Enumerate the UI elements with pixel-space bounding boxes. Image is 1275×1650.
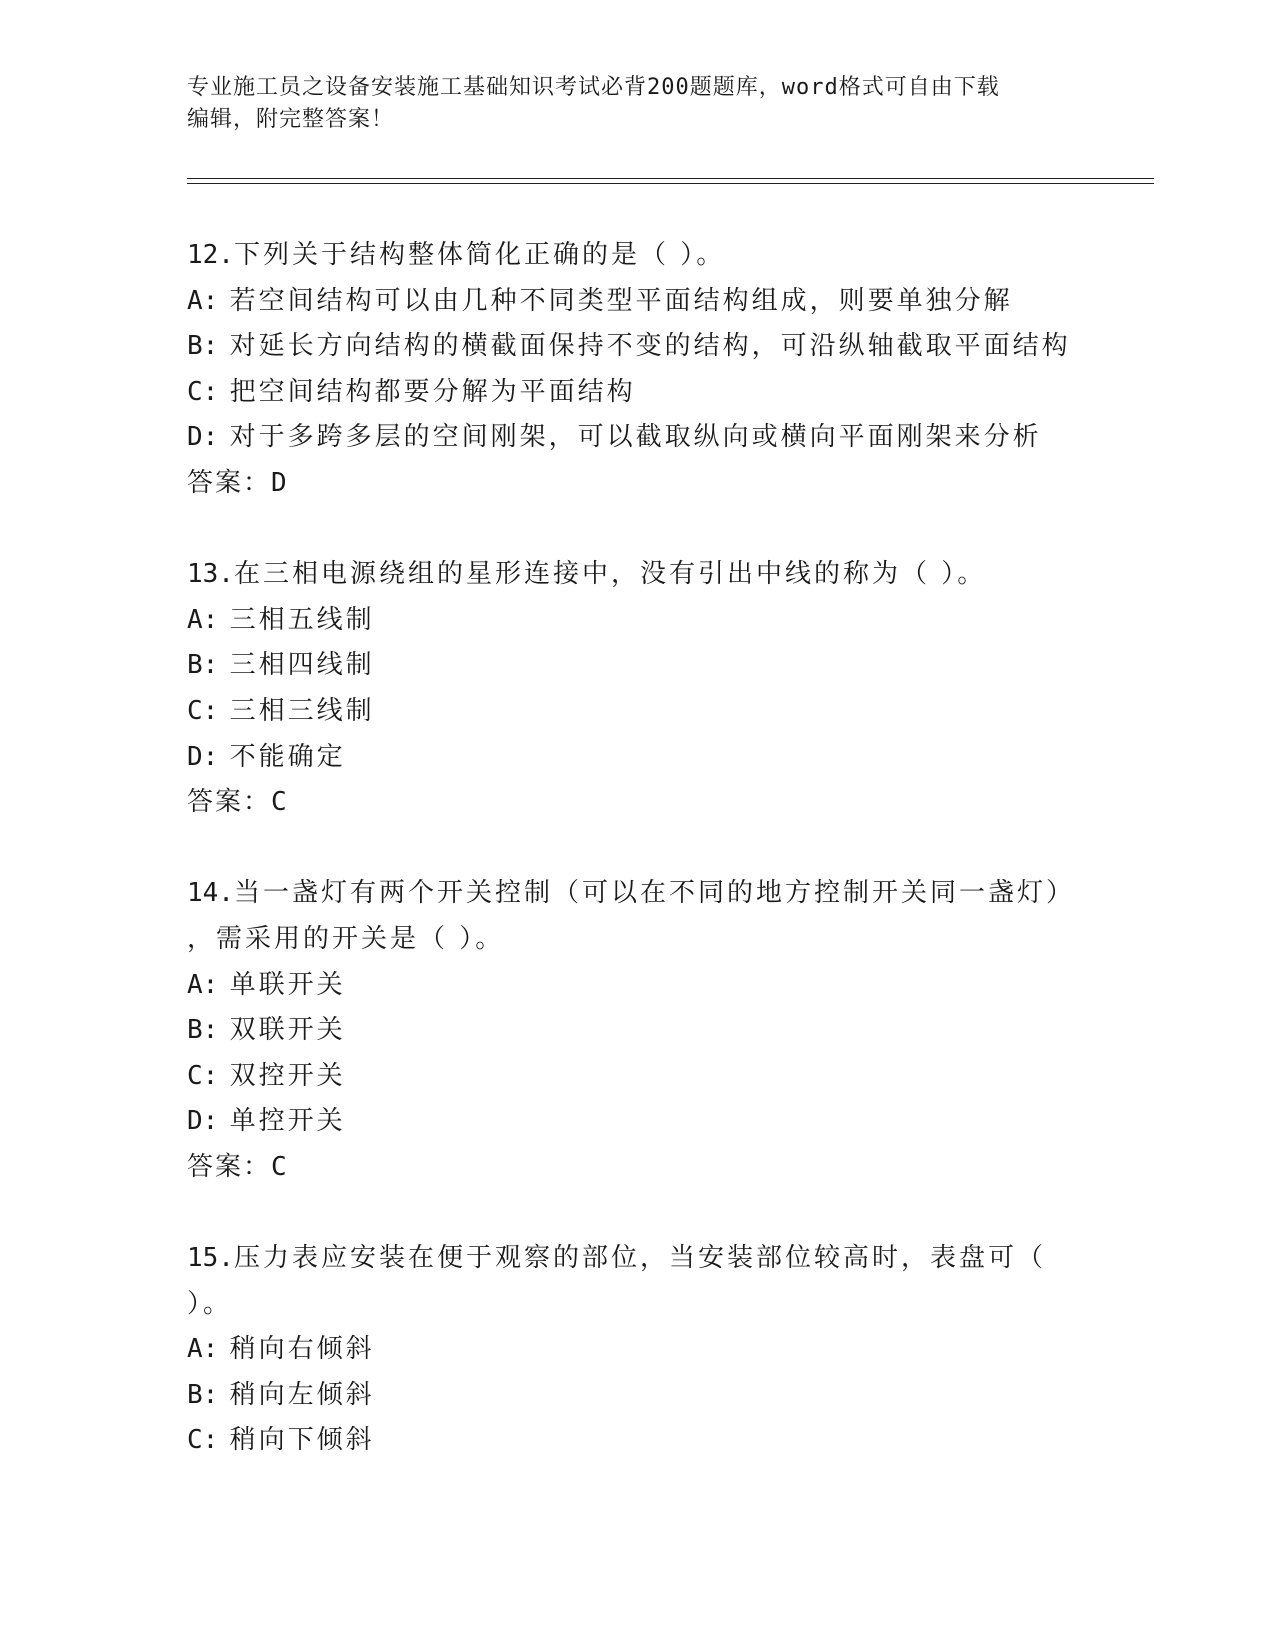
spacer (187, 507, 1087, 553)
option-c (187, 370, 1087, 416)
question-text: 当一盏灯有两个开关控制（可以在不同的地方控制开关同一盏灯） (233, 878, 1075, 909)
option-text: 三相五线制 (229, 604, 375, 635)
option-text: 单控开关 (229, 1106, 346, 1137)
question-number: 12. (187, 240, 234, 270)
option-text: 若空间结构可以由几种不同类型平面结构组成，则要单独分解 (229, 285, 1013, 316)
option-text: 三相四线制 (229, 650, 375, 681)
option-text: 稍向下倾斜 (229, 1425, 375, 1456)
option-letter: B: (187, 650, 219, 681)
header-divider-bottom (187, 183, 1154, 184)
option-a (187, 598, 1087, 644)
option-a (187, 279, 1087, 325)
answer-label: 答案： (187, 1151, 272, 1182)
answer-label: 答案： (187, 467, 272, 498)
option-letter: D: (187, 741, 219, 772)
option-b (187, 1008, 1087, 1054)
question-title (187, 1236, 1087, 1282)
question-list (187, 233, 1087, 1464)
option-text: 对于多跨多层的空间刚架，可以截取纵向或横向平面刚架来分析 (229, 422, 1042, 453)
option-text: 稍向右倾斜 (229, 1334, 375, 1365)
spacer (187, 826, 1087, 872)
option-text: 稍向左倾斜 (229, 1379, 375, 1410)
header-line-1: 专业施工员之设备安装施工基础知识考试必背200题题库，word格式可自由下载 (187, 75, 1000, 100)
question-number: 14. (187, 878, 234, 909)
option-text: 对延长方向结构的横截面保持不变的结构，可沿纵轴截取平面结构 (229, 331, 1071, 362)
question-number: 15. (187, 1243, 234, 1274)
question-title (187, 871, 1087, 917)
answer-line (187, 1145, 1087, 1191)
option-letter: C: (187, 1425, 219, 1456)
question-text: 下列关于结构整体简化正确的是（ ）。 (233, 240, 726, 270)
option-letter: A: (187, 1334, 219, 1365)
answer-value: C (271, 787, 287, 818)
question-15 (187, 1236, 1087, 1464)
option-b (187, 1373, 1087, 1419)
question-14 (187, 871, 1087, 1190)
question-title (187, 233, 1087, 279)
answer-value: D (271, 467, 287, 498)
answer-line (187, 461, 1087, 507)
option-b (187, 324, 1087, 370)
question-title-continued (187, 1282, 1087, 1328)
option-letter: C: (187, 1060, 219, 1091)
option-c (187, 1418, 1087, 1464)
question-title-continued (187, 917, 1087, 963)
option-letter: D: (187, 422, 219, 453)
option-letter: B: (187, 1379, 219, 1410)
option-c (187, 1054, 1087, 1100)
spacer (187, 1190, 1087, 1236)
option-text: 双控开关 (229, 1060, 346, 1091)
option-letter: B: (187, 1015, 219, 1046)
option-letter: D: (187, 1106, 219, 1137)
answer-label: 答案： (187, 787, 272, 818)
option-c (187, 689, 1087, 735)
question-number: 13. (187, 559, 234, 590)
option-d (187, 1099, 1087, 1145)
option-text: 三相三线制 (229, 695, 375, 726)
question-text: 在三相电源绕组的星形连接中，没有引出中线的称为（ ）。 (233, 559, 987, 590)
answer-line (187, 780, 1087, 826)
option-a (187, 963, 1087, 1009)
question-text: ，需采用的开关是（ ）。 (187, 923, 505, 954)
option-b (187, 643, 1087, 689)
question-13 (187, 552, 1087, 826)
question-text: ）。 (187, 1288, 233, 1319)
document-header (187, 72, 1067, 136)
question-title (187, 552, 1087, 598)
answer-value: C (271, 1151, 287, 1182)
option-letter: C: (187, 376, 219, 407)
option-a (187, 1327, 1087, 1373)
option-letter: B: (187, 331, 219, 362)
option-text: 双联开关 (229, 1015, 346, 1046)
question-text: 压力表应安装在便于观察的部位，当安装部位较高时，表盘可（ (233, 1243, 1046, 1274)
option-text: 把空间结构都要分解为平面结构 (229, 376, 636, 407)
header-divider-top (187, 178, 1154, 179)
option-letter: A: (187, 969, 219, 1000)
option-text: 单联开关 (229, 969, 346, 1000)
option-letter: A: (187, 285, 219, 316)
option-letter: C: (187, 695, 219, 726)
option-d (187, 735, 1087, 781)
option-letter: A: (187, 604, 219, 635)
option-d (187, 415, 1087, 461)
header-line-2: 编辑，附完整答案！ (187, 107, 395, 132)
question-12 (187, 233, 1087, 507)
option-text: 不能确定 (229, 741, 346, 772)
